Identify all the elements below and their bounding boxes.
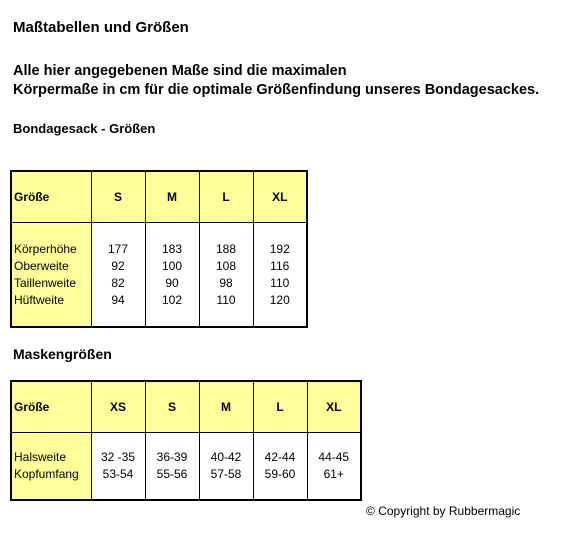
intro-line-2: Körpermaße in cm für die optimale Größenfindung unseres Bondagesackes. <box>13 82 540 98</box>
size-s-values <box>91 223 145 328</box>
size-s-values <box>145 433 199 501</box>
table-cell: 94 <box>111 292 125 307</box>
size-header-s: S <box>145 381 199 433</box>
size-header-xs: XS <box>91 381 145 433</box>
row-label: Halsweite <box>14 450 67 464</box>
table-cell: 183 <box>161 241 183 256</box>
table-cell: 42-44 <box>264 450 296 464</box>
size-xl-values <box>253 223 307 328</box>
table-cell: 192 <box>269 241 290 256</box>
table-cell: 82 <box>111 275 125 290</box>
table-row <box>11 223 307 328</box>
mask-size-heading: Maskengrößen <box>13 346 112 362</box>
size-xl-values <box>307 433 361 501</box>
table-row <box>11 433 361 501</box>
table-cell: 55-56 <box>156 467 188 481</box>
bondage-size-heading: Bondagesack - Größen <box>13 121 156 136</box>
table-cell: 102 <box>161 292 183 307</box>
row-label: Kopfumfang <box>14 467 79 481</box>
table-cell: 92 <box>111 258 125 273</box>
size-m-values <box>199 433 253 501</box>
size-header-m: M <box>145 171 199 223</box>
table-cell: 59-60 <box>264 467 296 481</box>
size-header-s: S <box>91 171 145 223</box>
table-cell: 57-58 <box>210 467 242 481</box>
table-header-row <box>11 381 361 433</box>
table-cell: 110 <box>216 292 236 307</box>
row-label: Hüftweite <box>14 292 65 307</box>
bondage-size-table <box>10 170 308 328</box>
intro-line-1: Alle hier angegebenen Maße sind die maximalen <box>13 63 347 79</box>
size-header-xl: XL <box>307 381 361 433</box>
mask-size-table <box>10 380 362 501</box>
table-cell: 40-42 <box>210 450 242 464</box>
table-cell: 116 <box>270 258 290 273</box>
measurement-labels <box>11 433 91 501</box>
page-title: Maßtabellen und Größen <box>13 19 189 36</box>
size-xs-values <box>91 433 145 501</box>
table-cell: 188 <box>215 241 237 256</box>
table-cell: 108 <box>215 258 237 273</box>
table-cell: 53-54 <box>102 467 134 481</box>
table-cell: 32 -35 <box>100 450 136 464</box>
size-header-m: M <box>199 381 253 433</box>
size-header-l: L <box>253 381 307 433</box>
row-label: Taillenweite <box>14 275 77 290</box>
table-cell: 177 <box>107 241 129 256</box>
size-header-label: Größe <box>11 381 91 433</box>
size-header-label: Größe <box>11 171 91 223</box>
table-cell: 98 <box>219 275 233 290</box>
table-cell: 90 <box>165 275 179 290</box>
table-cell: 36-39 <box>156 450 188 464</box>
intro-text <box>13 62 539 100</box>
size-header-l: L <box>199 171 253 223</box>
size-header-xl: XL <box>253 171 307 223</box>
table-header-row <box>11 171 307 223</box>
size-m-values <box>145 223 199 328</box>
table-cell: 44-45 <box>318 450 350 464</box>
row-label: Oberweite <box>14 258 69 273</box>
measurement-labels <box>11 223 91 328</box>
table-cell: 110 <box>270 275 290 290</box>
table-cell: 61+ <box>323 467 344 481</box>
size-l-values <box>253 433 307 501</box>
table-cell: 100 <box>161 258 183 273</box>
table-cell: 120 <box>269 292 290 307</box>
row-label: Körperhöhe <box>14 241 77 256</box>
copyright-notice: © Copyright by Rubbermagic <box>366 504 521 518</box>
size-l-values <box>199 223 253 328</box>
